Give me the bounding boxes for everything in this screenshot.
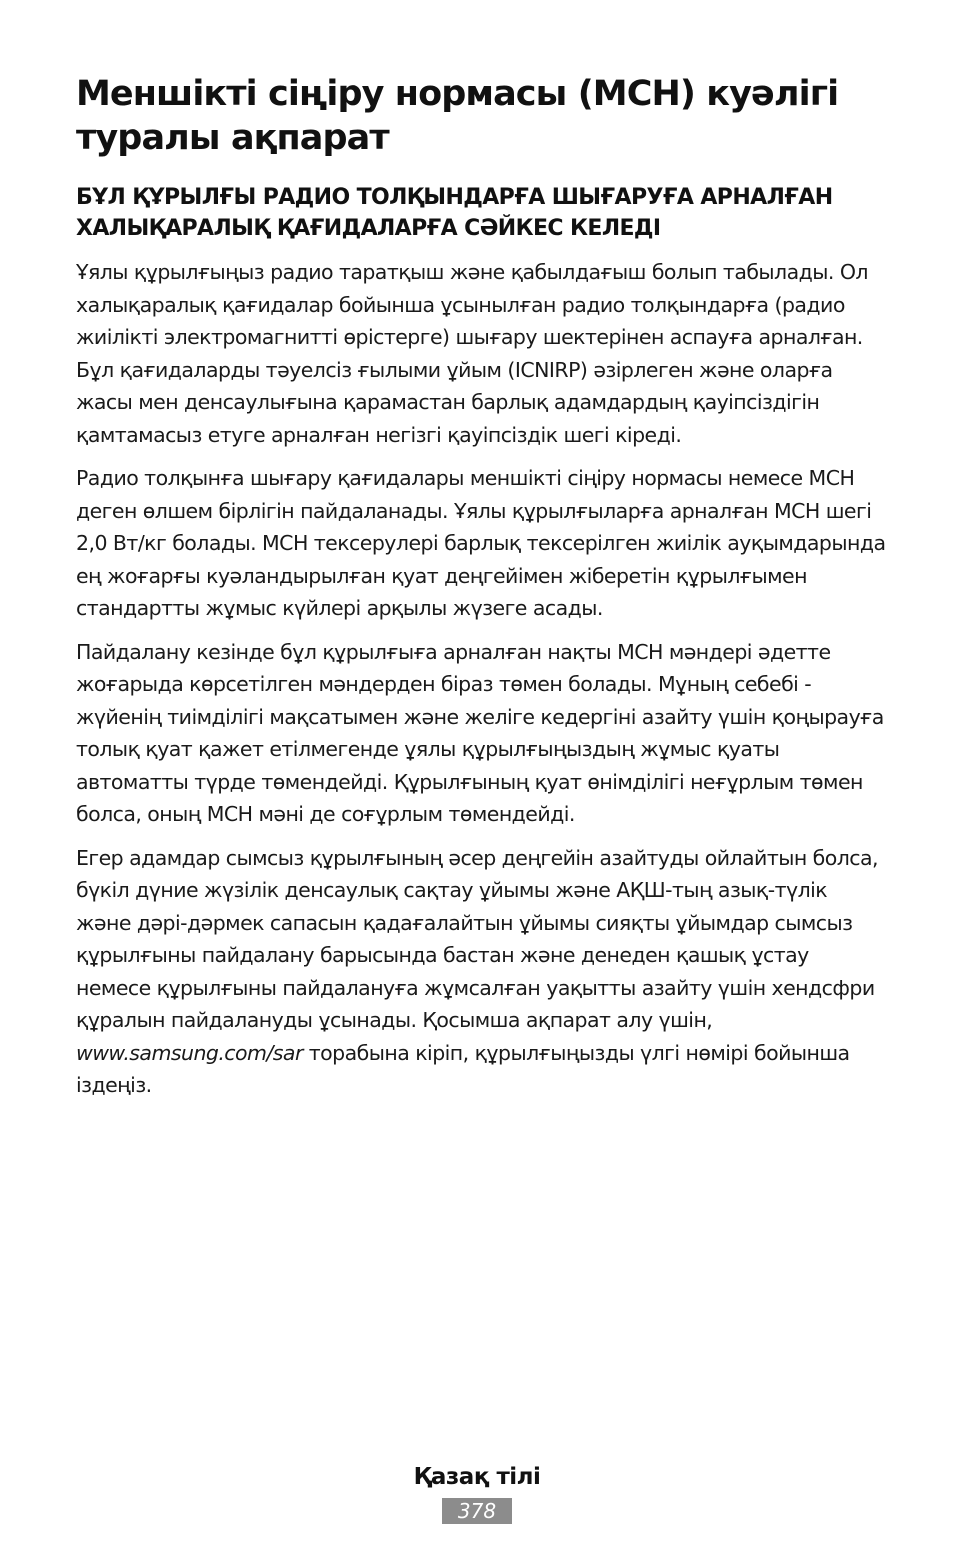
paragraph-1: Ұялы құрылғыңыз радио таратқыш және қабылдағыш болып табылады. Ол халықаралық қағидалар бойынша ұсынылған радио толқындарға (радио жиілікті электромагнитті өрістерге) шығару шектерінен аспауға арналған. Бұл қағидаларды тәуелсіз ғылыми ұйым (ICNIRP) әзірлеген және оларға жасы мен денсаулығына қарамастан барлық адамдардың қауіпсіздігін қамтамасыз етуге арналған негізгі қауіпсіздік шегі кіреді. xyxy=(76,260,868,447)
document-page xyxy=(76,72,886,1113)
paragraph-3: Пайдалану кезінде бұл құрылғыға арналған нақты МСН мәндері әдетте жоғарыда көрсетілген мәндерден біраз төмен болады. Мұның себебі - жүйенің тиімділігі мақсатымен және желіге кедергіні азайту үшін қоңырауға толық қуат қажет етілмегенде ұялы құрылғыңыздың жұмыс қуаты автоматты түрде төмендейді. Құрылғының қуат өнімділігі неғұрлым төмен болса, оның МСН мәні де соғұрлым төмендейді. xyxy=(76,639,884,826)
paragraph-2: Радио толқынға шығару қағидалары меншікті сіңіру нормасы немесе МСН деген өлшем бірлігін пайдаланады. Ұялы құрылғыларға арналған МСН шегі 2,0 Вт/кг болады. МСН тексерулері барлық тексерілген жиілік ауқымдарында ең жоғарғы куәландырылған қуат деңгейімен жіберетін құрылғымен стандартты жұмыс күйлері арқылы жүзеге асады. xyxy=(76,466,886,620)
footer-language-label: Қазақ тілі xyxy=(413,1464,541,1490)
samsung-sar-link[interactable]: www.samsung.com/sar xyxy=(76,1040,303,1065)
body-text xyxy=(76,256,886,1102)
page-number-badge: 378 xyxy=(442,1498,512,1524)
page-title: Меншікті сіңіру нормасы (МСН) куәлігі туралы ақпарат xyxy=(76,74,839,158)
paragraph-4-text-before-link: Егер адамдар сымсыз құрылғының әсер деңгейін азайтуды ойлайтын болса, бүкіл дүние жүзілік денсаулық сақтау ұйымы және АҚШ-тың азық-түлік және дәрі-дәрмек сапасын қадағалайтын ұйымы сияқты ұйымдар сымсыз құрылғыны пайдалану барысында бастан және денеден қашық ұстау немесе құрылғыны пайдалануға жұмсалған уақытты азайту үшін хендсфри құралын пайдалануды ұсынады. Қосымша ақпарат алу үшін, xyxy=(76,845,879,1032)
paragraph-4 xyxy=(76,842,886,1102)
paragraph-4-text-after-link: торабына кіріп, құрылғыңызды үлгі нөмірі бойынша іздеңіз. xyxy=(76,1040,850,1097)
page-number-wrapper xyxy=(0,1498,954,1524)
page-footer xyxy=(0,1462,954,1524)
section-subtitle: БҰЛ ҚҰРЫЛҒЫ РАДИО ТОЛҚЫНДАРҒА ШЫҒАРУҒА АРНАЛҒАН ХАЛЫҚАРАЛЫҚ ҚАҒИДАЛАРҒА СӘЙКЕС КЕЛЕДІ xyxy=(76,185,833,241)
